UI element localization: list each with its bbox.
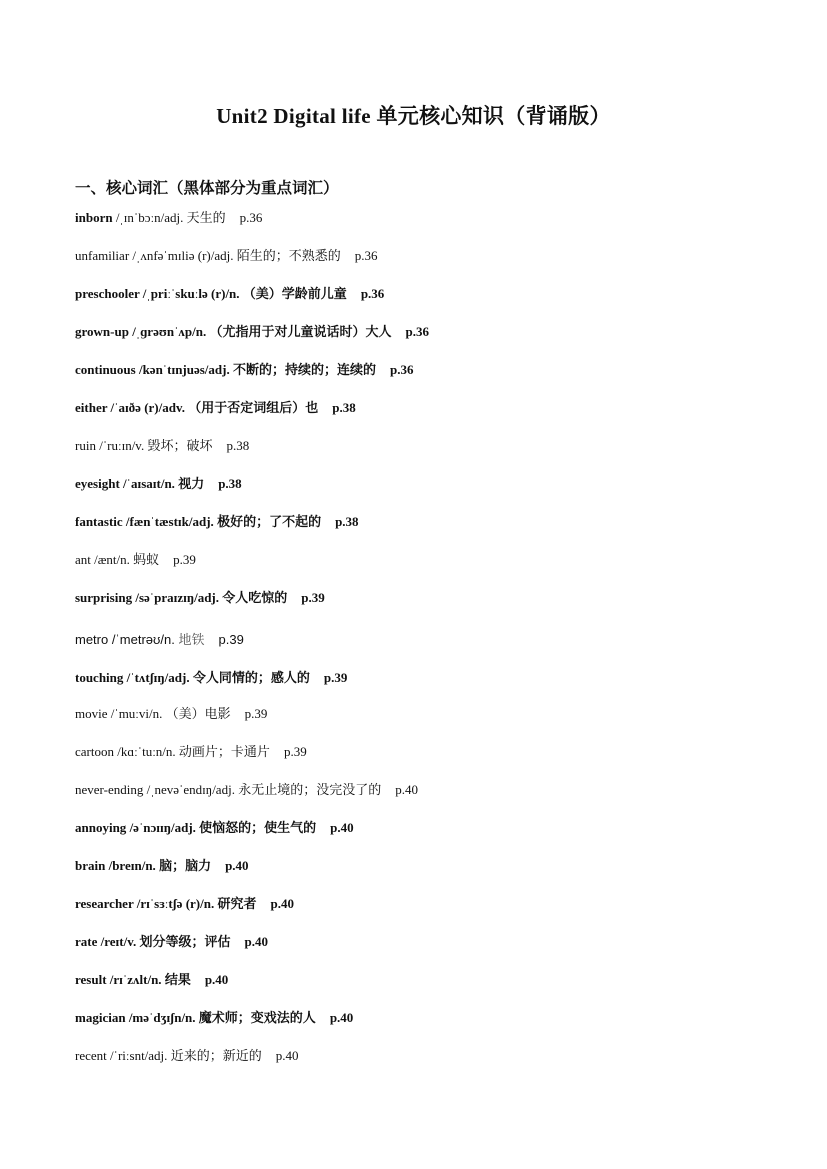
vocab-entry: [75, 1009, 353, 1028]
vocab-phonetic: /rɪˈsɜːtʃə (r)/n.: [133, 896, 218, 911]
vocab-word: rate: [75, 934, 98, 949]
vocab-meaning: 令人同情的；感人的: [192, 671, 310, 686]
vocab-phonetic: /kɑːˈtuːn/n.: [113, 744, 179, 759]
vocab-word: grown-up: [75, 324, 129, 339]
vocab-entry: [75, 669, 347, 688]
vocab-page: p.38: [226, 438, 250, 453]
vocab-meaning: 划分等级；评估: [139, 935, 231, 950]
vocab-page: p.40: [225, 858, 249, 873]
vocab-phonetic: /rɪˈzʌlt/n.: [106, 972, 165, 987]
vocab-phonetic: /ænt/n.: [90, 552, 134, 567]
vocab-word: fantastic: [75, 514, 123, 529]
vocab-phonetic: /ˈmuːvi/n.: [107, 706, 166, 721]
vocab-meaning: 视力: [178, 477, 205, 492]
vocab-page: p.36: [360, 286, 385, 301]
vocab-page: p.36: [390, 362, 414, 377]
vocab-word: never-ending: [75, 782, 144, 797]
vocab-page: p.40: [395, 782, 418, 797]
vocab-word: preschooler: [75, 286, 140, 301]
vocab-page: p.36: [354, 248, 378, 263]
vocab-page: p.36: [405, 324, 430, 339]
vocab-page: p.40: [244, 934, 269, 949]
vocab-entry: [75, 323, 429, 342]
vocab-word: either: [75, 400, 108, 415]
vocab-phonetic: /ˈaɪðə (r)/adv.: [107, 400, 189, 415]
vocab-entry: [75, 361, 413, 380]
vocab-entry: [75, 933, 268, 952]
vocab-entry: [75, 513, 359, 532]
vocab-word: ant: [75, 552, 91, 567]
vocab-phonetic: /ˈtʌtʃɪŋ/adj.: [123, 670, 193, 685]
vocab-entry: [75, 857, 249, 876]
vocab-meaning: 蚂蚁: [133, 553, 160, 568]
vocab-meaning: （美）学龄前儿童: [242, 287, 347, 302]
vocab-meaning: 魔术师；变戏法的人: [198, 1011, 316, 1026]
vocab-word: cartoon: [75, 744, 114, 759]
vocab-entry: [75, 437, 249, 456]
vocab-page: p.39: [323, 670, 348, 685]
vocab-entry: [75, 551, 196, 570]
vocab-page: p.40: [275, 1048, 299, 1063]
vocab-entry: [75, 631, 244, 650]
vocab-phonetic: /breɪn/n.: [105, 858, 160, 873]
vocab-word: surprising: [75, 590, 133, 605]
vocab-entry: [75, 589, 325, 608]
vocab-word: annoying: [75, 820, 127, 835]
vocab-word: inborn: [75, 210, 113, 225]
vocab-word: brain: [75, 858, 106, 873]
vocab-word: result: [75, 972, 107, 987]
vocab-entry: [75, 781, 418, 800]
vocab-entry: [75, 705, 267, 724]
vocab-entry: [75, 475, 242, 494]
vocab-page: p.38: [218, 476, 242, 491]
vocab-word: eyesight: [75, 476, 120, 491]
vocab-page: p.39: [283, 744, 307, 759]
vocab-page: p.40: [270, 896, 294, 911]
vocab-page: p.39: [173, 552, 196, 567]
vocab-phonetic: /səˈpraɪzɪŋ/adj.: [132, 590, 223, 605]
vocab-meaning: 研究者: [217, 897, 257, 912]
vocab-meaning: 使恼怒的；使生气的: [199, 821, 317, 836]
vocab-word: ruin: [75, 438, 96, 453]
page-title: Unit2 Digital life 单元核心知识（背诵版）: [216, 104, 611, 128]
vocab-meaning: 陌生的；不熟悉的: [236, 249, 341, 264]
section-heading: 一、核心词汇（黑体部分为重点词汇）: [75, 179, 339, 197]
vocab-phonetic: /ˌpriːˈskuːlə (r)/n.: [139, 286, 243, 301]
vocab-page: p.38: [335, 514, 359, 529]
vocab-page: p.40: [330, 820, 354, 835]
vocab-page: p.39: [301, 590, 325, 605]
vocab-word: touching: [75, 670, 124, 685]
vocab-entry: [75, 971, 228, 990]
vocab-page: p.39: [244, 706, 268, 721]
vocab-meaning: 毁坏；破坏: [147, 439, 213, 454]
vocab-page: p.40: [329, 1010, 354, 1025]
vocab-phonetic: /məˈdʒɪʃn/n.: [125, 1010, 199, 1025]
vocab-meaning: 近来的；新近的: [170, 1049, 262, 1064]
vocab-page: p.38: [332, 400, 356, 415]
vocab-meaning: 不断的；持续的；连续的: [232, 363, 376, 378]
vocab-entry: [75, 209, 262, 228]
vocab-entry: [75, 399, 356, 418]
vocab-word: unfamiliar: [75, 248, 130, 263]
vocab-meaning: （尤指用于对儿童说话时）大人: [209, 325, 392, 340]
vocab-phonetic: /ˌɪnˈbɔːn/adj.: [112, 210, 187, 225]
vocab-entry: [75, 247, 378, 266]
vocab-meaning: 动画片；卡通片: [178, 745, 270, 760]
vocab-page: p.40: [204, 972, 229, 987]
vocab-word: researcher: [75, 896, 134, 911]
vocab-meaning: （用于否定词组后）也: [188, 401, 319, 416]
vocab-phonetic: /ˈmetrəʊ/n.: [108, 632, 179, 647]
vocab-meaning: 永无止境的；没完没了的: [238, 783, 382, 798]
vocab-phonetic: /ˌʌnfəˈmɪliə (r)/adj.: [129, 248, 237, 263]
vocab-word: metro: [75, 632, 109, 647]
vocab-phonetic: /ˈriːsnt/adj.: [106, 1048, 171, 1063]
vocab-entry: [75, 743, 307, 762]
vocab-meaning: 结果: [164, 973, 191, 988]
vocab-meaning: 令人吃惊的: [222, 591, 288, 606]
vocab-meaning: 地铁: [178, 633, 205, 648]
vocab-entry: [75, 1047, 298, 1066]
vocab-phonetic: /ˌnevəˈendɪŋ/adj.: [143, 782, 239, 797]
vocab-meaning: 脑；脑力: [159, 859, 212, 874]
vocab-phonetic: /ˈruːɪn/v.: [95, 438, 148, 453]
vocab-page: p.39: [218, 632, 244, 647]
vocab-phonetic: /ˌɡrəʊnˈʌp/n.: [128, 324, 210, 339]
vocab-phonetic: /ˈaɪsaɪt/n.: [119, 476, 179, 491]
vocab-word: recent: [75, 1048, 107, 1063]
vocab-meaning: （美）电影: [165, 707, 231, 722]
vocab-phonetic: /əˈnɔɪɪŋ/adj.: [126, 820, 200, 835]
vocab-entry: [75, 819, 354, 838]
vocab-word: continuous: [75, 362, 136, 377]
vocab-entry: [75, 285, 384, 304]
vocab-entry: [75, 895, 294, 914]
vocab-word: movie: [75, 706, 108, 721]
vocab-meaning: 天生的: [186, 211, 226, 226]
vocab-word: magician: [75, 1010, 126, 1025]
vocab-meaning: 极好的；了不起的: [217, 515, 322, 530]
vocab-phonetic: /reɪt/v.: [97, 934, 140, 949]
vocab-page: p.36: [239, 210, 263, 225]
vocab-phonetic: /kənˈtɪnjuəs/adj.: [135, 362, 233, 377]
vocab-phonetic: /fænˈtæstɪk/adj.: [122, 514, 218, 529]
